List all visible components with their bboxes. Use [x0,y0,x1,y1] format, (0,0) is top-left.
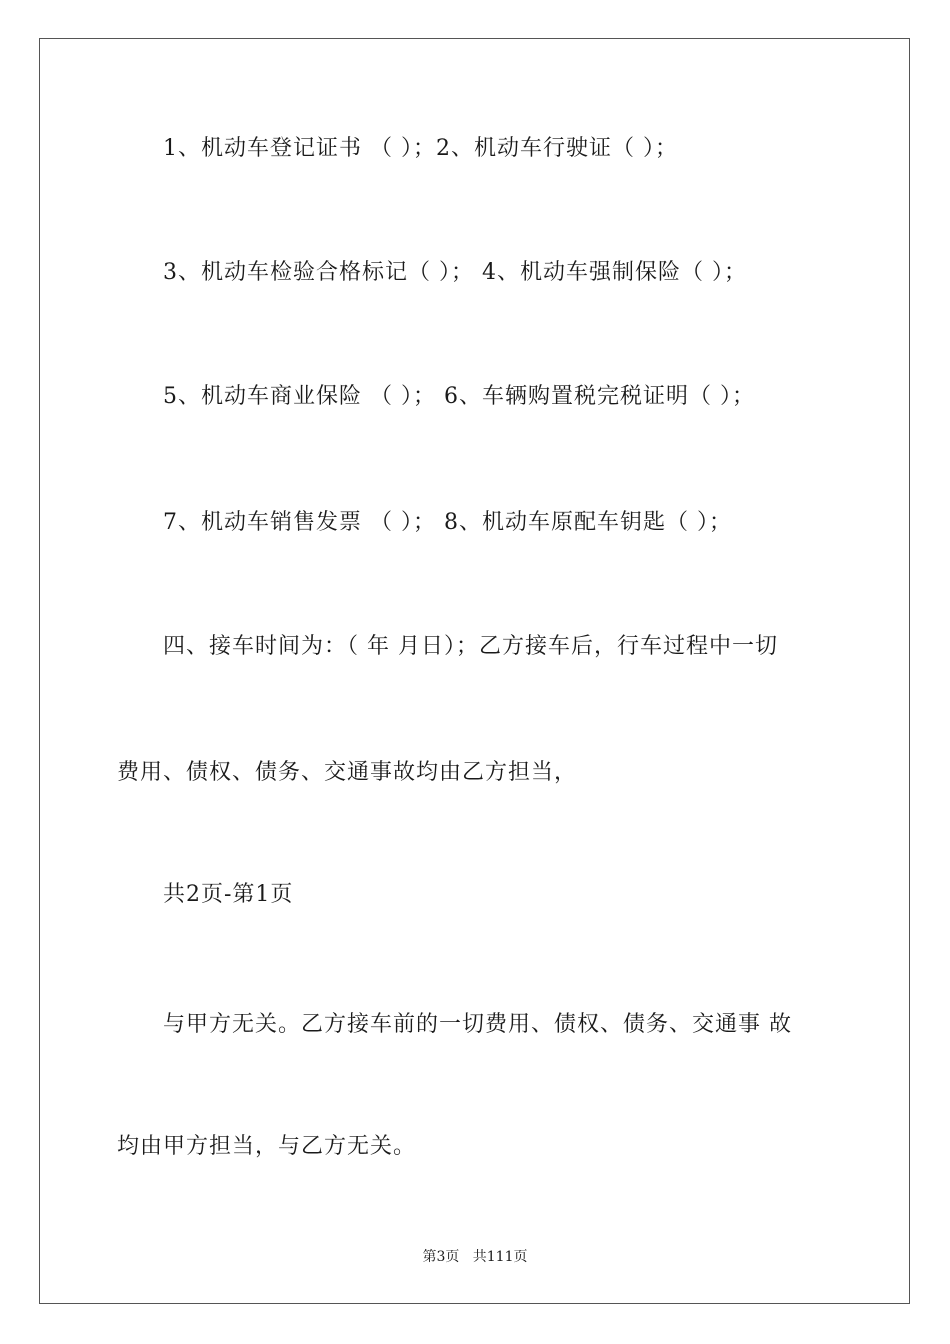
text-line-8: 均由甲方担当，与乙方无关。 [117,1134,417,1159]
text-line-3: 5、机动车商业保险 （ ）； 6、车辆购置税完税证明（ ）； [163,384,755,409]
text-line-7: 与甲方无关。乙方接车前的一切费用、债权、债务、交通事 故 [163,1012,792,1037]
text-line-1: 1、机动车登记证书 （ ）；2、机动车行驶证（ ）； [163,136,678,161]
text-line-4: 7、机动车销售发票 （ ）； 8、机动车原配车钥匙（ ）； [163,510,732,535]
text-line-5: 四、接车时间为：（ 年 月日）；乙方接车后，行车过程中一切 [163,634,778,659]
text-line-6: 费用、债权、债务、交通事故均由乙方担当， [117,760,578,785]
page-border [39,38,910,1304]
text-line-2: 3、机动车检验合格标记（ ）； 4、机动车强制保险（ ）； [163,260,747,285]
inner-page-marker: 共2页-第1页 [163,882,294,907]
page-footer: 第3页 共111页 [422,1249,528,1265]
